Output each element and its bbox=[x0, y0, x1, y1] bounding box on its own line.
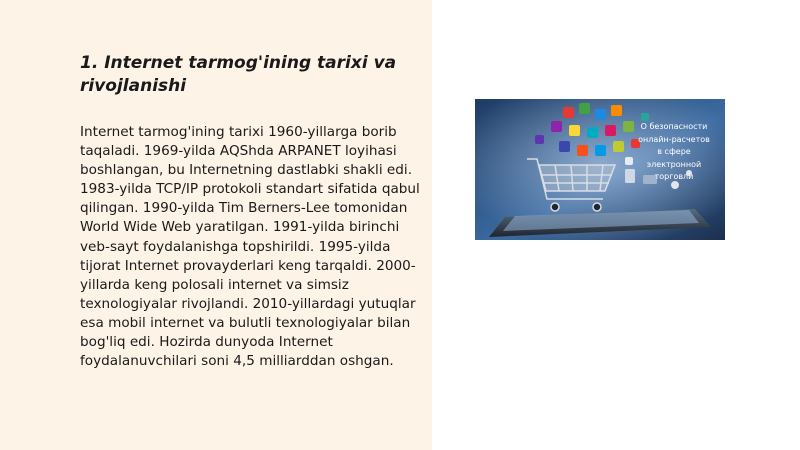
image-caption: О безопасности онлайн-расчетов в сфере электронной торговли bbox=[638, 122, 710, 181]
slide-title: 1. Internet tarmog'ining tarixi va rivojlanishi bbox=[80, 53, 397, 96]
slide-body-text: Internet tarmog'ining tarixi 1960-yillarga borib taqaladi. 1969-yilda AQShda ARPANET loyihasi boshlangan, bu Internetning dastlabki shakli edi. 1983-yilda TCP/IP protokoli standart sifatida qabul qilingan. 1990-yilda Tim Berners-Lee tomonidan World Wide Web yaratilgan. 1991-yilda birinchi veb-sayt foydalanishga topshirildi. 1995-yilda tijorat Internet provayderlari keng tarqaldi. 2000-yillarda keng polosali internet va simsiz texnologiyalar rivojlandi. 2010-yillardagi yutuqlar esa mobil internet va bulutli texnologiyalar bilan bog'liq edi. Hozirda dunyoda Internet foydalanuvchilari soni 4,5 milliarddan oshgan. bbox=[80, 124, 420, 370]
